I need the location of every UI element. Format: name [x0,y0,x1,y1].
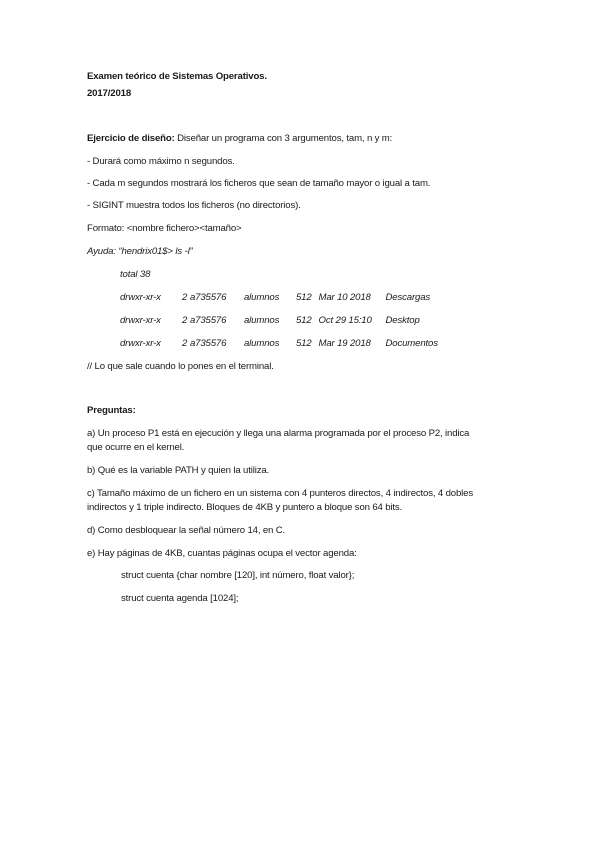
design-exercise-heading: Ejercicio de diseño: [87,133,175,144]
design-exercise-statement [87,133,392,145]
listing-user: a735576 [190,315,227,326]
listing-date: Mar 10 2018 [318,292,371,303]
question-e: e) Hay páginas de 4KB, cuantas páginas ocupa el vector agenda: [87,548,357,559]
listing-group: alumnos [244,315,280,326]
question-c-line2: indirectos y 1 triple indirecto. Bloques de 4KB y puntero a bloque son 64 bits. [87,502,403,513]
listing-perms: drwxr-xr-x [120,338,161,349]
code-struct-definition: struct cuenta {char nombre [120], int número, float valor}; [121,570,355,581]
listing-group: alumnos [244,292,280,303]
listing-links: 2 [182,315,188,326]
listing-links: 2 [182,338,188,349]
question-a-line1: a) Un proceso P1 está en ejecución y llega una alarma programada por el proceso P2, indica [87,428,470,439]
listing-group: alumnos [244,338,280,349]
requirement-bullet-3: - SIGINT muestra todos los ficheros (no directorios). [87,200,301,211]
requirement-bullet-1: - Durará como máximo n segundos. [87,156,235,167]
listing-size: 512 [296,338,312,349]
output-format: Formato: <nombre fichero><tamaño> [87,223,242,234]
listing-size: 512 [296,292,312,303]
question-a-line2: que ocurre en el kernel. [87,442,185,453]
listing-row [120,292,430,304]
questions-heading: Preguntas: [87,405,136,416]
question-b: b) Qué es la variable PATH y quien la utiliza. [87,465,270,476]
listing-size: 512 [296,315,312,326]
listing-date: Mar 19 2018 [318,338,371,349]
listing-row [120,315,420,327]
listing-links: 2 [182,292,188,303]
exam-title: Examen teórico de Sistemas Operativos. [87,71,267,82]
listing-date: Oct 29 15:10 [318,315,372,326]
question-c-line1: c) Tamaño máximo de un fichero en un sistema con 4 punteros directos, 4 indirectos, 4 dobles [87,488,473,499]
listing-perms: drwxr-xr-x [120,315,161,326]
exam-year: 2017/2018 [87,88,132,99]
requirement-bullet-2: - Cada m segundos mostrará los ficheros que sean de tamaño mayor o igual a tam. [87,178,431,189]
question-d: d) Como desbloquear la señal número 14, en C. [87,525,286,536]
design-exercise-intro: Diseñar un programa con 3 argumentos, tam, n y m: [174,133,393,144]
listing-name: Descargas [385,292,431,303]
listing-user: a735576 [190,292,227,303]
terminal-note: // Lo que sale cuando lo pones en el terminal. [87,361,274,372]
listing-name: Desktop [385,315,420,326]
listing-total: total 38 [120,269,151,280]
listing-perms: drwxr-xr-x [120,292,161,303]
help-command: Ayuda: “hendrix01$> ls -l” [87,246,193,257]
listing-user: a735576 [190,338,227,349]
listing-name: Documentos [385,338,438,349]
listing-row [120,338,438,350]
code-agenda-declaration: struct cuenta agenda [1024]; [121,593,239,604]
